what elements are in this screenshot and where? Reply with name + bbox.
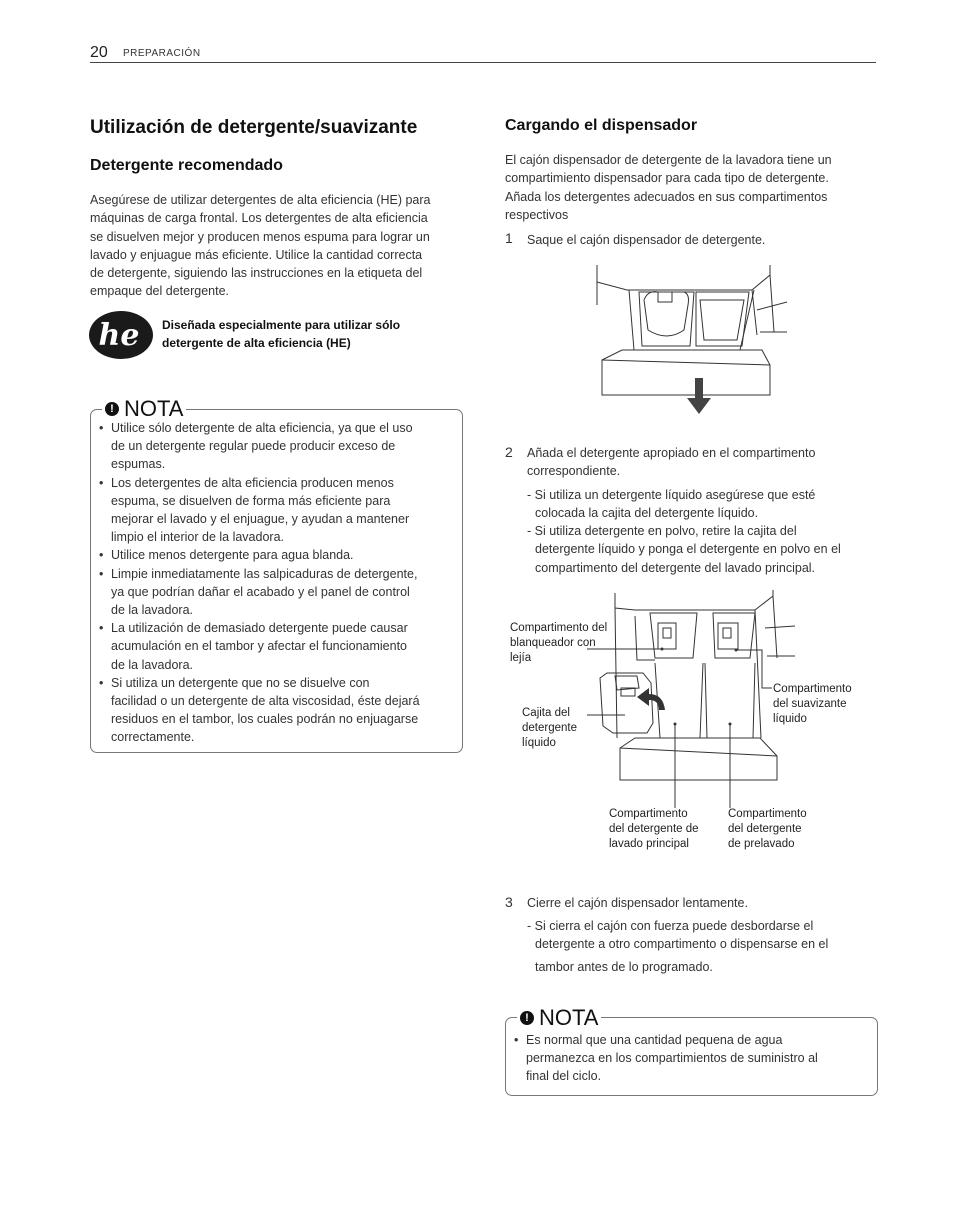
page-title: Utilización de detergente/suavizante: [90, 117, 418, 138]
list-item: • Utilice menos detergente para agua blanda.: [99, 546, 454, 564]
exclamation-circle-icon: !: [105, 402, 119, 416]
list-item: • Limpie inmediatamente las salpicaduras de detergente, ya que podrían dañar el acabado y el panel de control de la lavadora.: [99, 565, 454, 620]
exclamation-circle-icon: !: [520, 1011, 534, 1025]
note-title-right: ! NOTA: [517, 1007, 601, 1029]
note-title-left: ! NOTA: [102, 398, 186, 420]
note-list-right: [514, 1031, 869, 1086]
step-2-liquid-note: - Si utiliza un detergente líquido asegúrese que esté colocada la cajita del detergente líquido.: [527, 488, 816, 521]
intro-paragraph: Asegúrese de utilizar detergentes de alta eficiencia (HE) para máquinas de carga frontal. Los detergentes de alta eficiencia se disuelven mejor y producen menos espuma para lograr un lavado y enjuague más eficiente. Utilice la cantidad correcta de detergente, siguiendo las instrucciones en la etiqueta del empaque del detergente.: [90, 193, 431, 299]
he-note: Diseñada especialmente para utilizar sólo detergente de alta eficiencia (HE): [162, 318, 401, 350]
step-2-powder-note: - Si utiliza detergente en polvo, retire la cajita del detergente líquido y ponga el detergente en polvo en el compartimento del detergente del lavado principal.: [527, 524, 841, 575]
step-1-number: 1: [505, 230, 513, 246]
list-item: • Utilice sólo detergente de alta eficiencia, ya que el uso de un detergente regular puede producir exceso de espumas.: [99, 419, 454, 474]
label-liquid-box: Cajita del detergente líquido: [522, 707, 577, 749]
svg-text:he: he: [98, 318, 140, 353]
label-bleach-compartment: Compartimento del blanqueador con lejía: [510, 622, 608, 664]
step-3-text: Cierre el cajón dispensador lentamente.: [527, 896, 748, 910]
dispenser-intro: El cajón dispensador de detergente de la lavadora tiene un compartimiento dispensador para cada tipo de detergente. Añada los detergentes adecuados en sus compartimentos respectivos: [505, 153, 832, 222]
list-item: • Los detergentes de alta eficiencia producen menos espuma, se disuelven de forma más eficiente para mejorar el lavado y el enjuague, y ayudan a mantener limpio el interior de la lavadora.: [99, 474, 454, 547]
page-number: 20: [90, 44, 108, 61]
step-1-text: Saque el cajón dispensador de detergente.: [527, 233, 766, 247]
section-heading-recommended: Detergente recomendado: [90, 157, 283, 174]
list-item: • La utilización de demasiado detergente puede causar acumulación en el tambor y afectar el funcionamiento de la lavadora.: [99, 619, 454, 674]
step-3-number: 3: [505, 894, 513, 910]
step-2-number: 2: [505, 444, 513, 460]
step-3-note: - Si cierra el cajón con fuerza puede desbordarse el detergente a otro compartimento o dispensarse en el tambor antes de lo programado.: [527, 919, 829, 974]
section-heading-loading: Cargando el dispensador: [505, 117, 698, 134]
list-item: • Es normal que una cantidad pequena de agua permanezca en los compartimientos de suministro al final del ciclo.: [514, 1031, 869, 1086]
section-label: PREPARACIÓN: [123, 48, 201, 59]
label-softener: Compartimento del suavizante líquido: [773, 683, 852, 725]
step-2-text: Añada el detergente apropiado en el compartimento correspondiente.: [527, 446, 816, 479]
label-prewash: Compartimento del detergente de prelavado: [728, 808, 807, 850]
label-main-wash: Compartimento del detergente de lavado principal: [609, 808, 699, 850]
list-item: • Si utiliza un detergente que no se disuelve con facilidad o un detergente de alta viscosidad, éste dejará residuos en el tambor, los cuales podrán no enjuagarse correctamente.: [99, 674, 454, 747]
